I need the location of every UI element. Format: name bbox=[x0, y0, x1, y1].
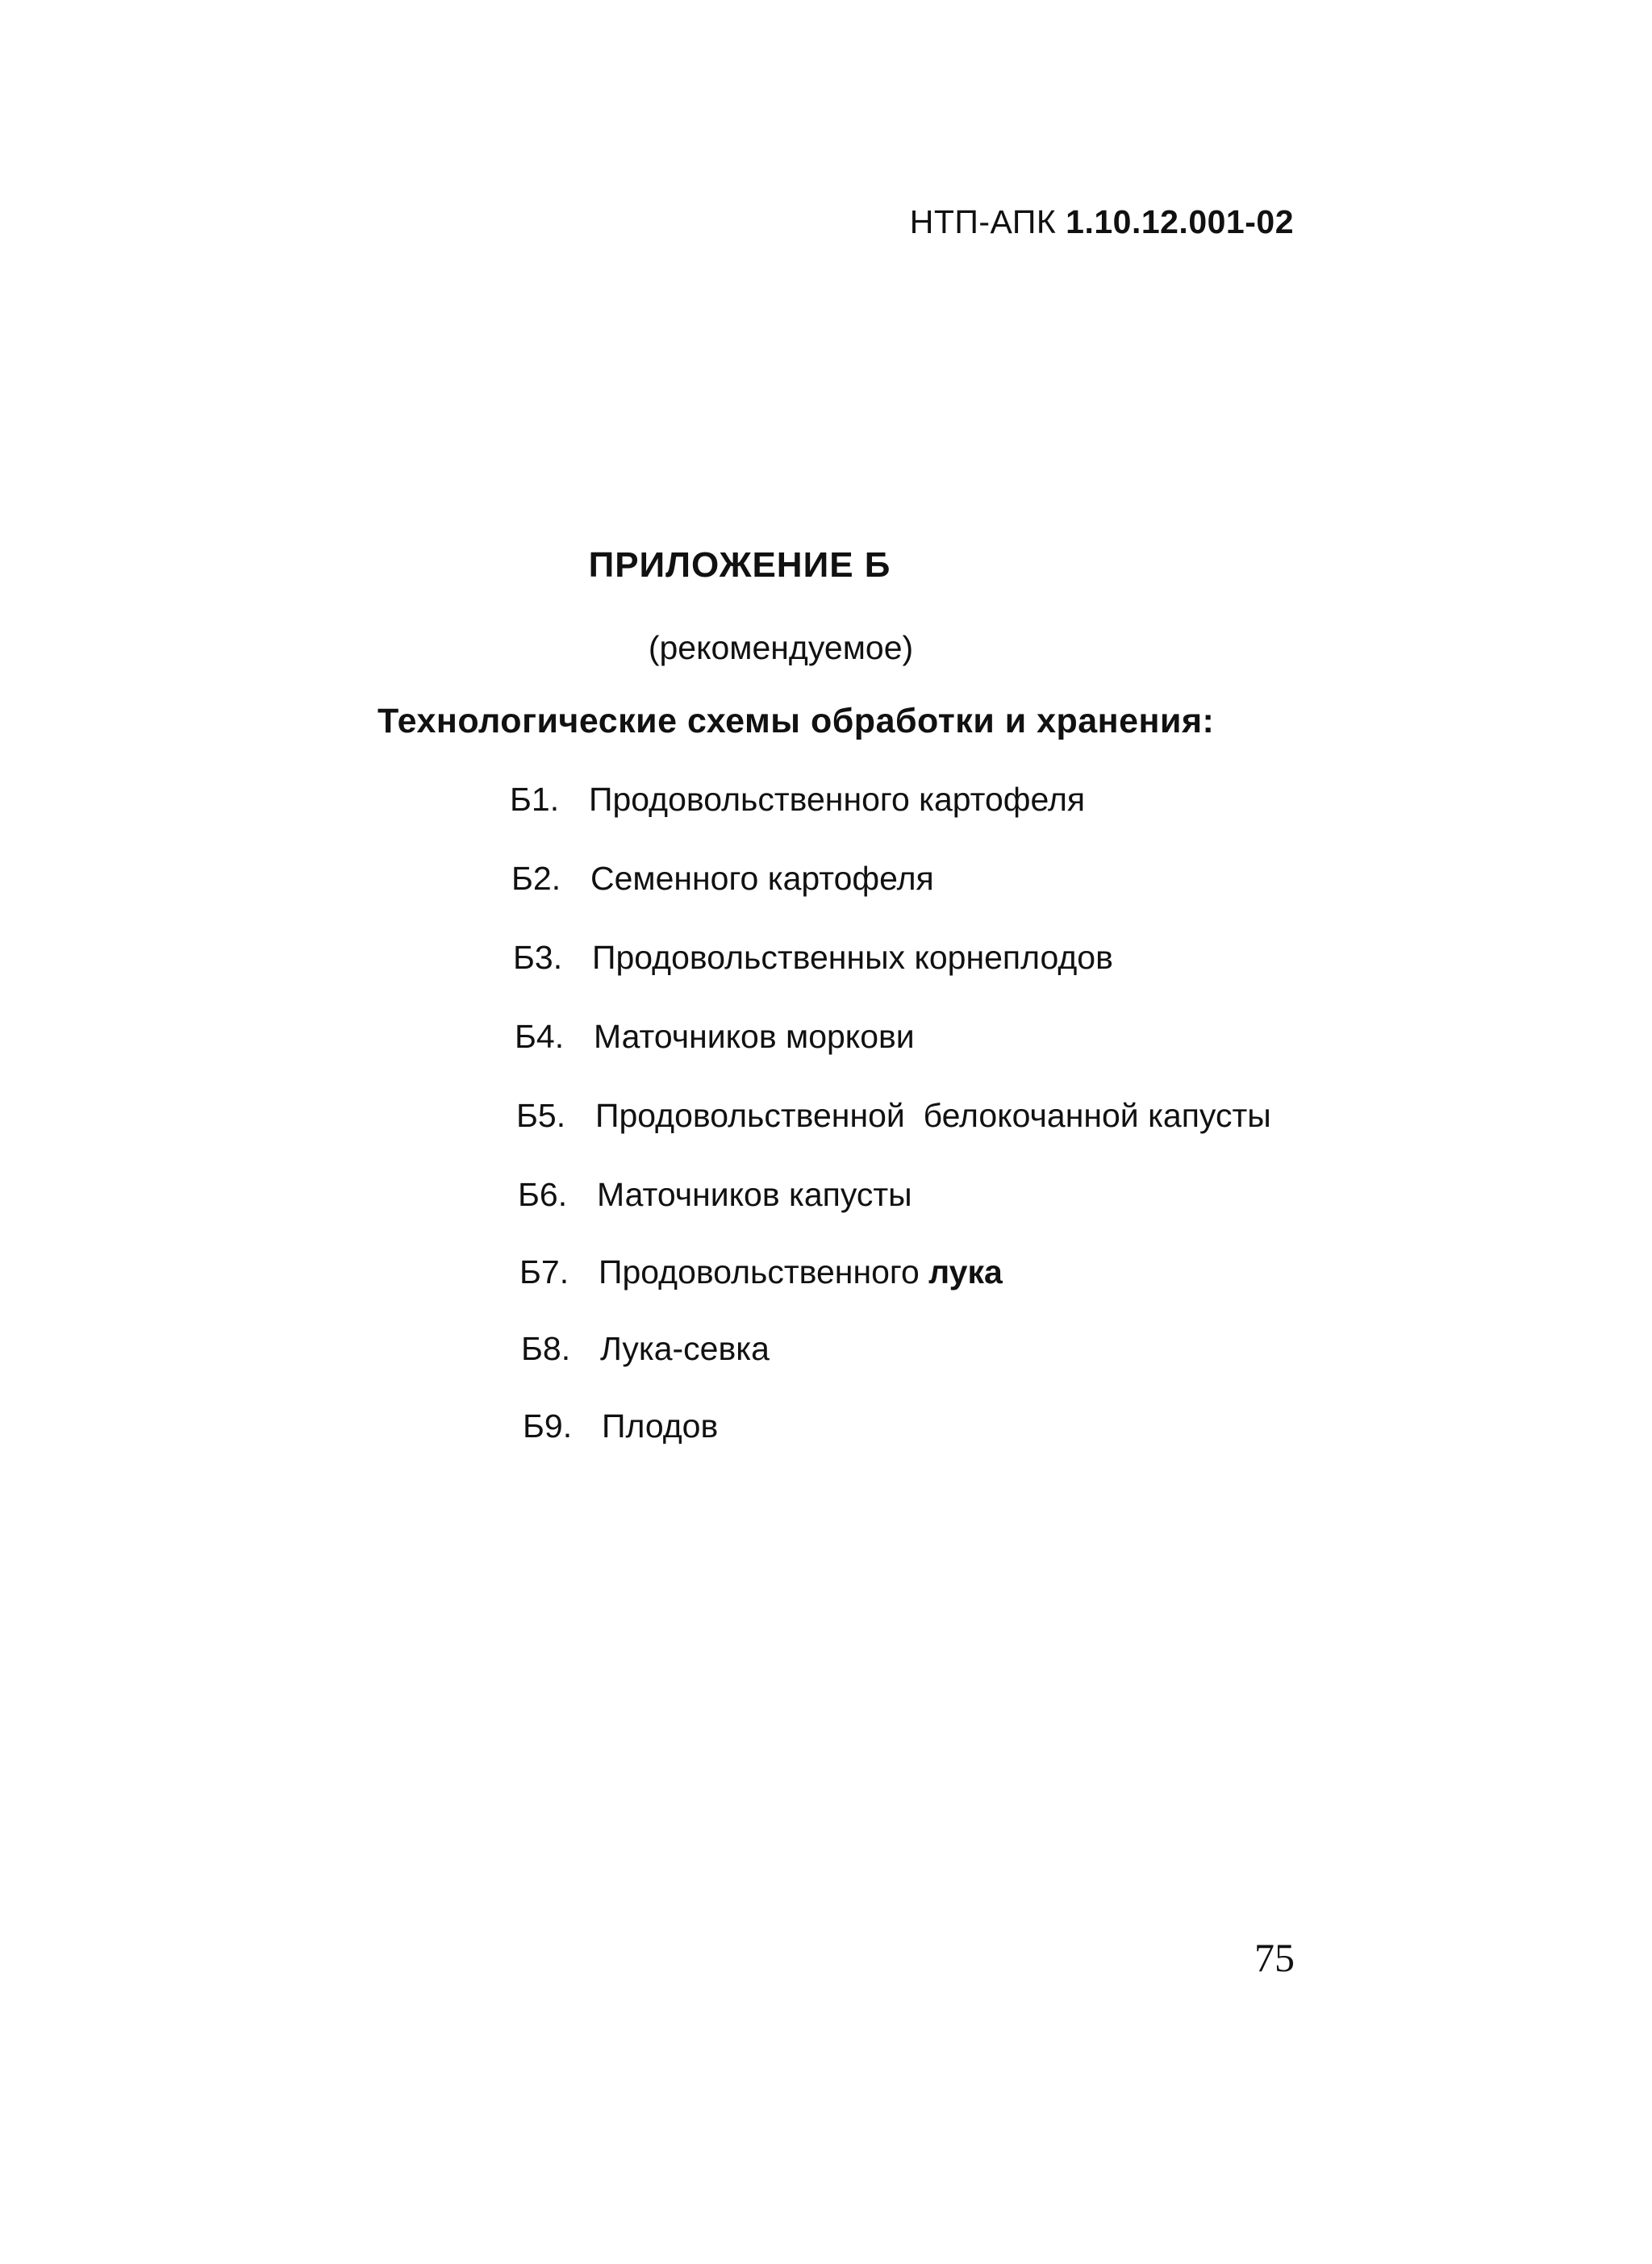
scheme-name: Продовольственного картофеля bbox=[589, 781, 1086, 818]
scheme-code: Б6. bbox=[518, 1176, 568, 1213]
scheme-name-bold: лука bbox=[919, 1253, 1003, 1290]
scheme-code: Б2. bbox=[511, 860, 561, 897]
scheme-name: Семенного картофеля bbox=[590, 860, 934, 897]
scheme-name: Маточников капусты bbox=[597, 1176, 912, 1213]
appendix-subtitle: (рекомендуемое) bbox=[648, 629, 914, 666]
scheme-code: Б5. bbox=[516, 1097, 566, 1134]
scheme-item bbox=[516, 1097, 1271, 1135]
document-code bbox=[910, 203, 1294, 241]
scheme-code: Б3. bbox=[513, 939, 563, 976]
scheme-item bbox=[519, 1253, 1003, 1291]
scheme-name-regular: Продовольственного bbox=[599, 1253, 920, 1290]
scheme-name bbox=[599, 1253, 1003, 1291]
page-number: 75 bbox=[1254, 1935, 1295, 1980]
scheme-item bbox=[510, 781, 1085, 819]
scheme-item bbox=[523, 1407, 718, 1445]
scheme-item bbox=[518, 1176, 912, 1214]
scheme-code: Б8. bbox=[521, 1330, 571, 1367]
document-code-number: 1.10.12.001-02 bbox=[1066, 203, 1294, 240]
scheme-item bbox=[515, 1018, 915, 1056]
appendix-title: ПРИЛОЖЕНИЕ Б bbox=[588, 545, 891, 585]
appendix-heading: Технологические схемы обработки и хранения: bbox=[378, 702, 1215, 740]
scheme-code: Б9. bbox=[523, 1407, 573, 1445]
scheme-code: Б4. bbox=[515, 1018, 565, 1055]
document-code-prefix: НТП-АПК bbox=[909, 203, 1057, 240]
scheme-name: Плодов bbox=[602, 1407, 719, 1445]
scheme-item bbox=[521, 1330, 770, 1368]
scheme-code: Б7. bbox=[519, 1253, 569, 1290]
scheme-item bbox=[511, 860, 934, 898]
scheme-code: Б1. bbox=[510, 781, 560, 818]
scheme-item bbox=[513, 939, 1113, 977]
scheme-name: Продовольственных корнеплодов bbox=[592, 939, 1113, 976]
scheme-name: Лука-севка bbox=[600, 1330, 770, 1367]
scheme-name: Маточников моркови bbox=[594, 1018, 915, 1055]
scheme-name: Продовольственной белокочанной капусты bbox=[595, 1097, 1271, 1134]
